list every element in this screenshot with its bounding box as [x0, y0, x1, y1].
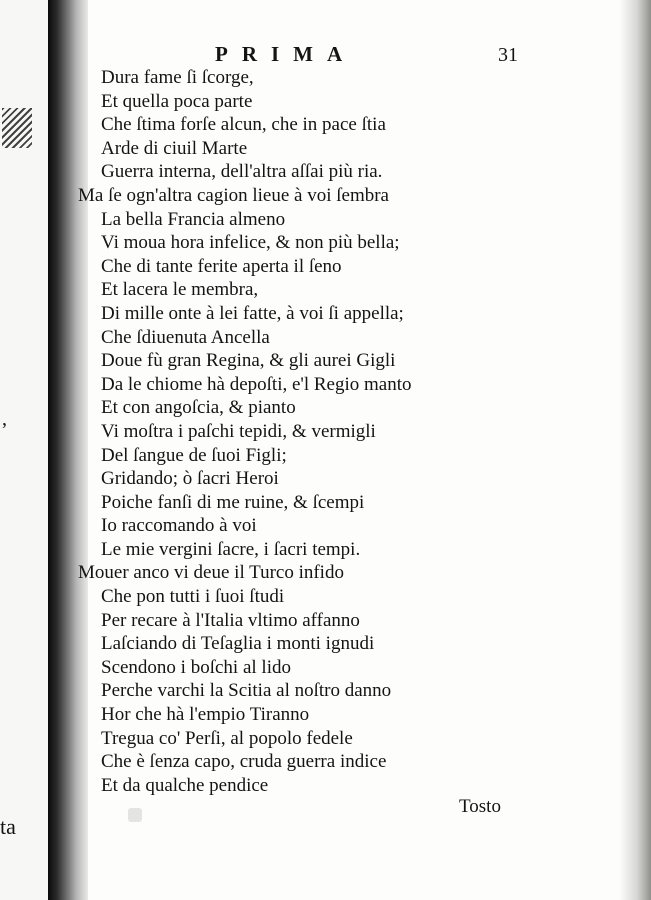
- verse-line: Che di tante ferite aperta il ſeno: [101, 255, 342, 277]
- ink-smudge: [128, 808, 142, 822]
- verse-line: Vi moua hora infelice, & non più bella;: [101, 232, 400, 254]
- verse-line: Le mie vergini ſacre, i ſacri tempi.: [101, 538, 361, 560]
- verse-line: Guerra interna, dell'altra aſſai più ria.: [101, 161, 383, 183]
- verse-text: [0, 66, 620, 797]
- verse-line: Scendono i boſchi al lido: [101, 656, 291, 678]
- facing-page-comma: ,: [2, 408, 7, 430]
- verse-line: Poiche fanſi di me ruine, & ſcempi: [101, 491, 365, 513]
- verse-line: Dura fame ſi ſcorge,: [101, 67, 254, 88]
- verse-line: Che ſdiuenuta Ancella: [101, 326, 270, 348]
- verse-line: La bella Francia almeno: [101, 208, 286, 230]
- verse-line: Et con angoſcia, & pianto: [101, 397, 296, 419]
- running-head: PRIMA: [215, 42, 357, 66]
- catchword: Tosto: [459, 796, 501, 817]
- verse-line: Et quella poca parte: [101, 90, 253, 112]
- verse-line: Vi moſtra i paſchi tepidi, & vermigli: [101, 420, 376, 442]
- verse-line: Del ſangue de ſuoi Figli;: [101, 444, 287, 466]
- verse-line: Et lacera le membra,: [101, 279, 259, 301]
- verse-line: Laſciando di Teſaglia i monti ignudi: [101, 633, 375, 655]
- verse-line: Perche varchi la Scitia al noſtro danno: [101, 680, 392, 702]
- facing-page-fragment: ta: [0, 814, 16, 839]
- verse-line: Tregua co' Perſi, al popolo fedele: [101, 727, 353, 749]
- page-number: 31: [498, 44, 518, 66]
- verse-line: Mouer anco vi deue il Turco infido: [78, 562, 344, 584]
- verse-line: Et da qualche pendice: [101, 774, 269, 796]
- verse-line: Che ſtima forſe alcun, che in pace ſtia: [101, 114, 386, 136]
- verse-line: Io raccomando à voi: [101, 515, 257, 537]
- verse-line: Che è ſenza capo, cruda guerra indice: [101, 751, 387, 773]
- verse-line: Da le chiome hà depoſti, e'l Regio manto: [101, 373, 412, 395]
- verse-line: Hor che hà l'empio Tiranno: [101, 704, 310, 726]
- verse-line: Ma ſe ogn'altra cagion lieue à voi ſembra: [78, 184, 389, 206]
- verse-line: Di mille onte à lei fatte, à voi ſi appella;: [101, 302, 404, 324]
- verse-line: Gridando; ò ſacri Heroi: [101, 468, 279, 490]
- verse-line: Arde di ciuil Marte: [101, 137, 248, 159]
- verse-line: Per recare à l'Italia vltimo affanno: [101, 609, 360, 631]
- verse-line: Doue fù gran Regina, & gli aurei Gigli: [101, 350, 396, 372]
- page-edge-shadow: [619, 0, 651, 900]
- verse-line: Che pon tutti i ſuoi ſtudi: [101, 586, 285, 608]
